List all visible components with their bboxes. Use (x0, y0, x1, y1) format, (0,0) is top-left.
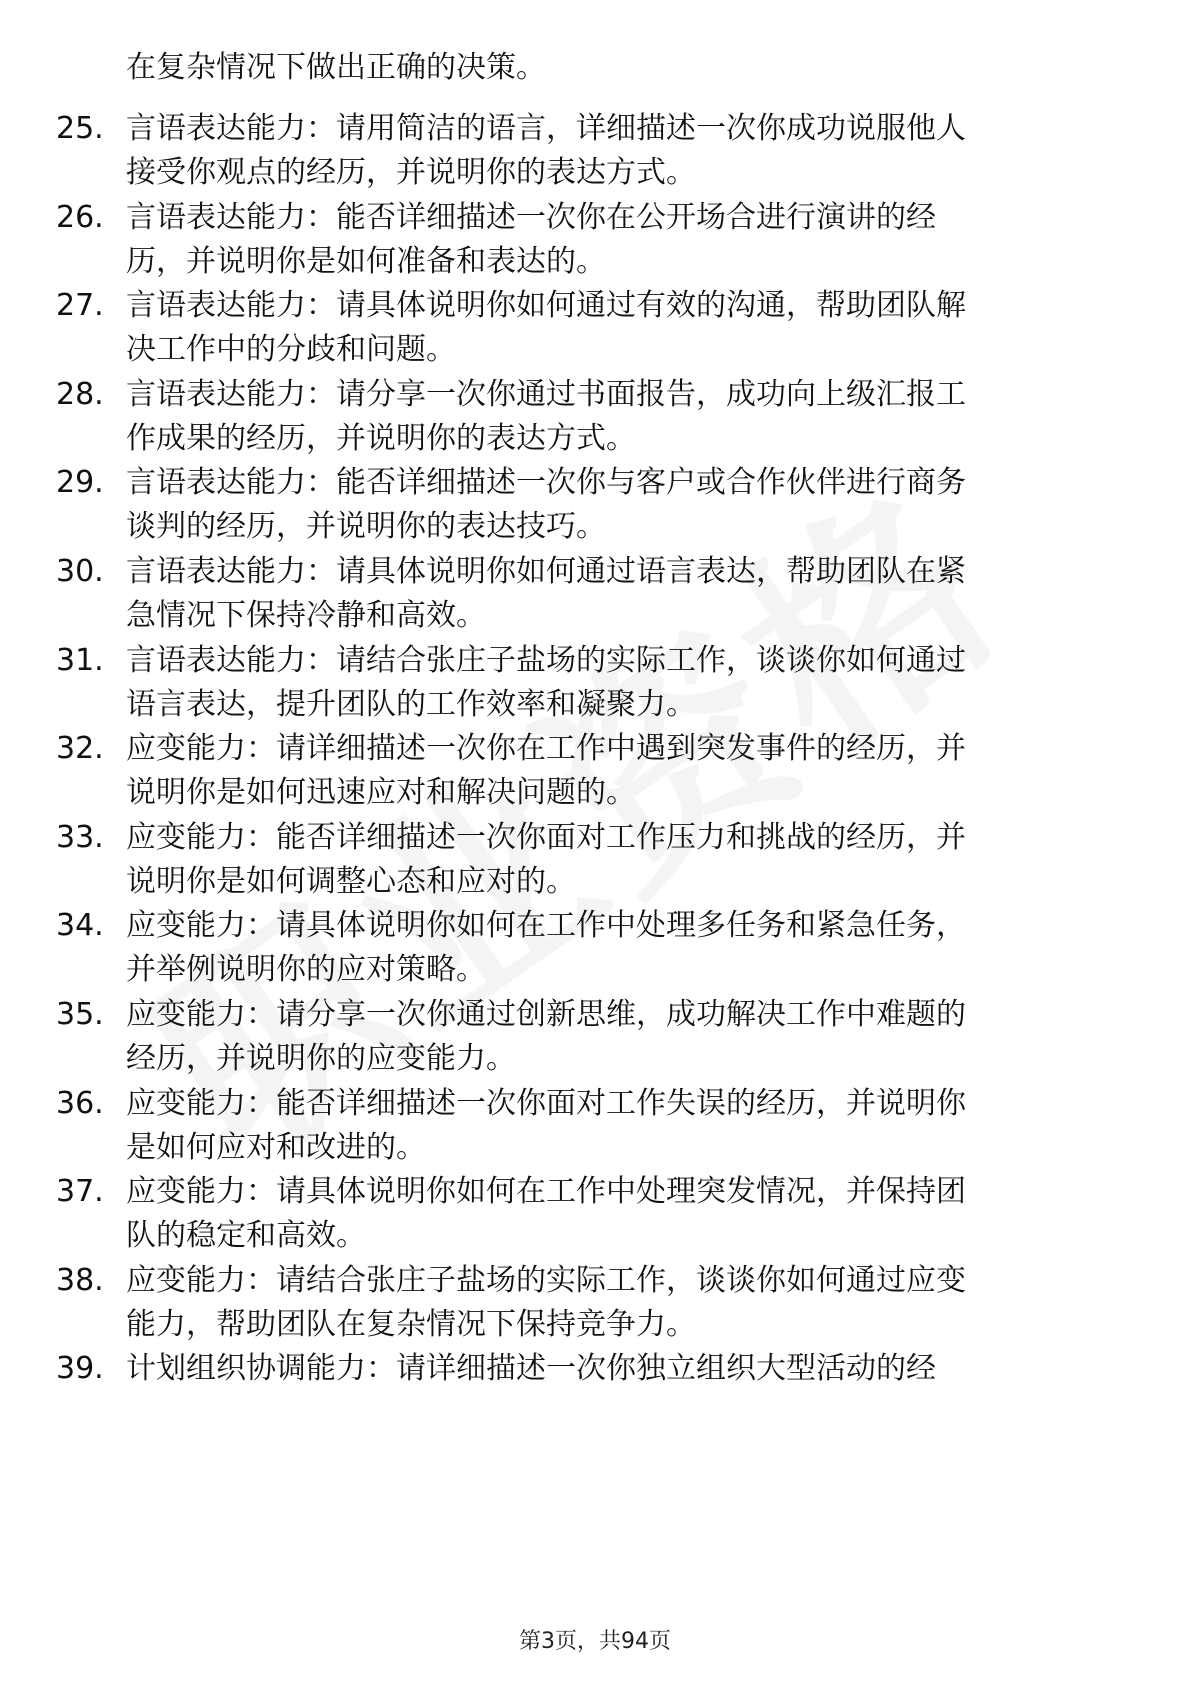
question-text (126, 373, 1126, 461)
question-line: 应变能力：请分享一次你通过创新思维，成功解决工作中难题的 (126, 997, 966, 1032)
question-line: 应变能力：能否详细描述一次你面对工作失误的经历，并说明你 (126, 1085, 966, 1121)
question-number: 34. (56, 908, 104, 944)
question-line: 应变能力：能否详细描述一次你面对工作压力和挑战的经历，并 (126, 819, 966, 855)
question-line: 言语表达能力：能否详细描述一次你在公开场合进行演讲的经 (126, 199, 936, 235)
question-line: 并举例说明你的应对策略。 (126, 952, 486, 988)
question-line: 队的稳定和高效。 (126, 1218, 366, 1254)
question-line: 应变能力：请具体说明你如何在工作中处理多任务和紧急任务， (126, 908, 966, 944)
page-footer: 第3页，共94页 (519, 1629, 671, 1654)
question-line: 作成果的经历，并说明你的表达方式。 (126, 420, 636, 456)
question-text (126, 107, 1126, 195)
question-text (126, 816, 1126, 904)
question-line: 言语表达能力：请分享一次你通过书面报告，成功向上级汇报工 (126, 376, 966, 412)
question-line: 应变能力：请具体说明你如何在工作中处理突发情况，并保持团 (126, 1174, 966, 1210)
question-number: 39. (56, 1351, 104, 1387)
question-line: 言语表达能力：请用简洁的语言，详细描述一次你成功说服他人 (126, 111, 966, 146)
question-line: 应变能力：请结合张庄子盐场的实际工作，谈谈你如何通过应变 (126, 1262, 966, 1298)
question-text (126, 993, 1126, 1081)
question-number: 27. (56, 288, 104, 324)
question-number: 31. (56, 642, 104, 678)
question-line: 能力，帮助团队在复杂情况下保持竞争力。 (126, 1306, 696, 1342)
question-number: 32. (56, 731, 104, 767)
question-number: 30. (56, 554, 104, 589)
question-number: 37. (56, 1174, 104, 1210)
question-text (126, 727, 1126, 815)
question-text (126, 1259, 1126, 1347)
question-text (126, 1082, 1126, 1170)
question-text (126, 461, 1126, 549)
question-number: 29. (56, 465, 104, 501)
question-line: 言语表达能力：请具体说明你如何通过有效的沟通，帮助团队解 (126, 288, 966, 324)
question-line: 应变能力：请详细描述一次你在工作中遇到突发事件的经历，并 (126, 731, 966, 767)
question-text (126, 1170, 1126, 1258)
question-text (126, 196, 1126, 284)
question-number: 25. (56, 111, 104, 146)
question-line: 决工作中的分歧和问题。 (126, 332, 456, 368)
question-text (126, 1347, 1126, 1391)
question-number: 28. (56, 376, 104, 412)
question-number: 38. (56, 1262, 104, 1298)
question-line: 历，并说明你是如何准备和表达的。 (126, 243, 606, 279)
question-text (126, 904, 1126, 992)
question-number: 36. (56, 1085, 104, 1121)
question-number: 33. (56, 819, 104, 855)
continuation-line: 在复杂情况下做出正确的决策。 (126, 50, 546, 85)
question-number: 35. (56, 997, 104, 1032)
question-line: 接受你观点的经历，并说明你的表达方式。 (126, 155, 696, 190)
question-line: 急情况下保持冷静和高效。 (126, 598, 486, 633)
question-line: 谈判的经历，并说明你的表达技巧。 (126, 509, 606, 545)
question-line: 言语表达能力：能否详细描述一次你与客户或合作伙伴进行商务 (126, 465, 966, 501)
question-text (126, 639, 1126, 727)
question-line: 说明你是如何调整心态和应对的。 (126, 863, 576, 899)
question-line: 言语表达能力：请结合张庄子盐场的实际工作，谈谈你如何通过 (126, 642, 966, 678)
question-line: 是如何应对和改进的。 (126, 1129, 426, 1165)
question-line: 语言表达，提升团队的工作效率和凝聚力。 (126, 686, 696, 722)
question-text (126, 550, 1126, 638)
question-line: 经历，并说明你的应变能力。 (126, 1041, 516, 1076)
question-line: 说明你是如何迅速应对和解决问题的。 (126, 775, 636, 811)
question-number: 26. (56, 199, 104, 235)
question-line: 言语表达能力：请具体说明你如何通过语言表达，帮助团队在紧 (126, 554, 966, 589)
question-line: 计划组织协调能力：请详细描述一次你独立组织大型活动的经 (126, 1351, 936, 1387)
question-text (126, 284, 1126, 372)
